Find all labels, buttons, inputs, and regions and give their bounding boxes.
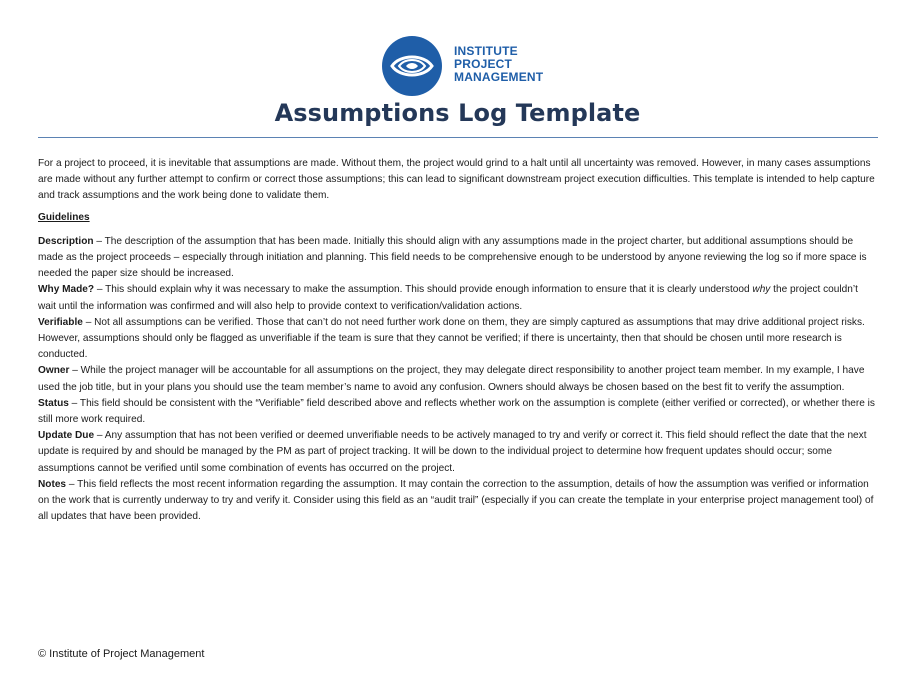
guideline-text: – While the project manager will be accountable for all assumptions on the project, they may delegate direct responsibility to another project team member. In my example, I have used the job title, but in your plans you should use the team member’s name to avoid any confusion. Owners should always be chosen based on the best fit to verify the assumption. bbox=[38, 365, 865, 393]
guideline-term: Notes bbox=[38, 478, 67, 490]
guideline-text: – Any assumption that has not been verified or deemed unverifiable needs to be actively managed to try and verify or correct it. This field should reflect the date that the next update is required by and should be managed by the PM as part of project tracking. It will be down to the individual project to determine how frequent updates should occur; some assumptions cannot be verified until some combination of events has occurred on the project. bbox=[38, 430, 867, 474]
guideline-term: Description bbox=[38, 235, 94, 247]
guideline-status bbox=[38, 396, 876, 428]
eye-icon bbox=[382, 36, 442, 96]
guideline-term: Verifiable bbox=[38, 316, 83, 328]
document-body bbox=[38, 156, 876, 525]
guideline-term: Status bbox=[38, 397, 69, 409]
guideline-owner bbox=[38, 363, 876, 395]
guideline-description bbox=[38, 234, 876, 283]
logo-line-project: PROJECT bbox=[454, 57, 513, 71]
guideline-notes bbox=[38, 477, 876, 526]
guideline-text: – This should explain why it was necessary to make the assumption. This should provide enough information to ensure that it is clearly understood bbox=[94, 284, 753, 296]
guideline-term: Owner bbox=[38, 365, 70, 377]
guideline-emphasis: why bbox=[752, 284, 771, 296]
copyright-footer: © Institute of Project Management bbox=[38, 648, 205, 660]
intro-paragraph: For a project to proceed, it is inevitable that assumptions are made. Without them, the project would grind to a halt until all uncertainty was removed. However, in many cases assumptions are made without any further attempt to confirm or correct those assumptions; this can lead to significant downstream project execution difficulties. This template is intended to help capture and track assumptions and the work being done to validate them. bbox=[38, 158, 875, 202]
title-divider bbox=[38, 137, 878, 138]
logo-wordmark bbox=[454, 45, 543, 84]
guideline-text: – This field reflects the most recent information regarding the assumption. It may contain the correction to the assumption, details of how the assumption was verified or information on the work that is currently underway to try and verify it. Consider using this field as an “audit trail” (especially if you can create the template in your enterprise project management tool) of all updates that have been provided. bbox=[38, 478, 874, 523]
guideline-verifiable bbox=[38, 315, 876, 364]
guideline-why-made bbox=[38, 282, 876, 314]
logo-line-management: MANAGEMENT bbox=[454, 70, 544, 84]
logo-line-institute: INSTITUTE bbox=[454, 44, 518, 58]
guideline-text: the project couldn’t wait until the information was confirmed and will also help to provide context to verification/validation actions. bbox=[38, 284, 858, 312]
guideline-text: – The description of the assumption that has been made. Initially this should align with any assumptions made in the project charter, but additional assumptions should be made as the project proceeds – especially through initiation and planning. This field needs to be comprehensive enough to be understood by anyone reviewing the log so if more space is needed the paper size should be increased. bbox=[38, 235, 867, 280]
guideline-text: – Not all assumptions can be verified. Those that can’t do not need further work done on them, they are simply captured as assumptions that may drive additional project risks. However, assumptions should only be flagged as unverifiable if the team is sure that they cannot be verified; if there is uncertainty, then that should be chosen until more research is conducted. bbox=[38, 316, 865, 361]
guideline-term: Why Made? bbox=[38, 284, 95, 296]
guideline-term: Update Due bbox=[38, 430, 95, 442]
institute-logo bbox=[382, 36, 557, 102]
guidelines-heading: Guidelines bbox=[38, 211, 90, 223]
page-title: Assumptions Log Template bbox=[274, 99, 641, 127]
guideline-text: – This field should be consistent with the “Verifiable” field described above and reflects whether work on the assumption is complete (either verified or corrected), or whether there is still more work required. bbox=[38, 397, 875, 426]
guideline-update-due bbox=[38, 428, 876, 477]
